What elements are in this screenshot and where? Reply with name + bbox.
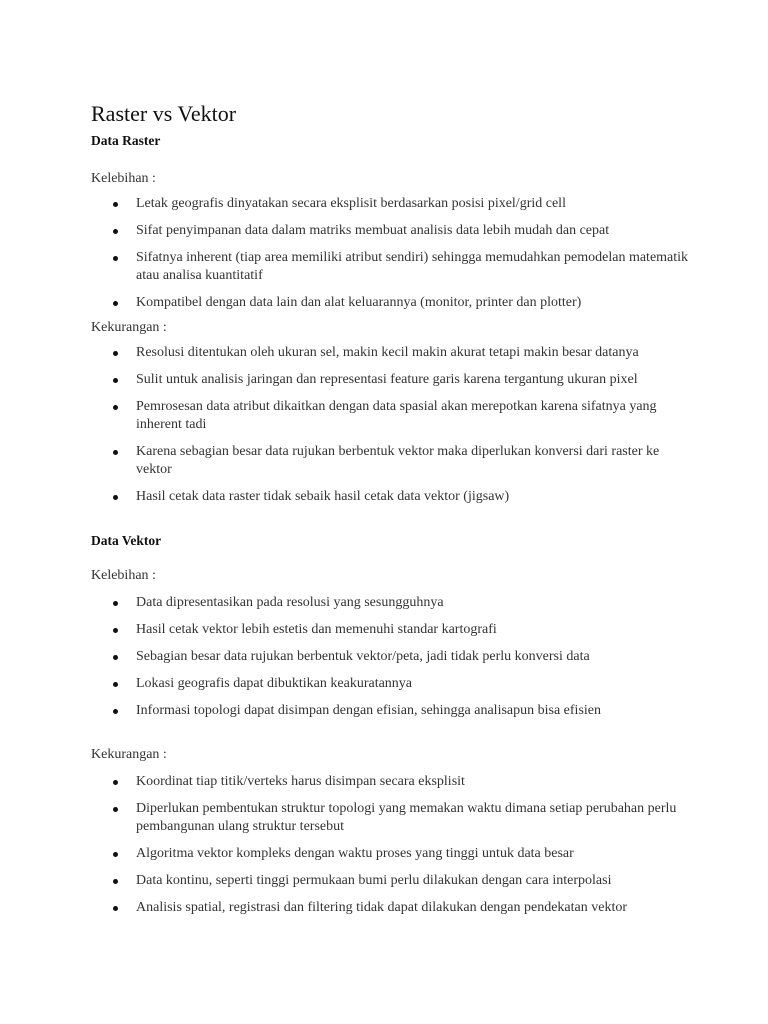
vector-disadvantages-list	[91, 773, 691, 917]
section-heading-vector: Data Vektor	[91, 533, 162, 548]
list-item-text: Sifat penyimpanan data dalam matriks membuat analisis data lebih mudah dan cepat	[136, 223, 610, 238]
bullet-icon	[113, 450, 118, 455]
list-item-text: Diperlukan pembentukan struktur topologi yang memakan waktu dimana setiap perubahan perlu pembangunan ulang struktur tersebut	[136, 801, 677, 834]
vector-advantages-list	[91, 594, 691, 720]
list-item	[91, 594, 691, 612]
list-item	[91, 222, 691, 240]
bullet-icon	[113, 852, 118, 857]
list-item-text: Karena sebagian besar data rujukan berbentuk vektor maka diperlukan konversi dari raster ke vektor	[136, 444, 660, 477]
list-item-text: Sifatnya inherent (tiap area memiliki atribut sendiri) sehingga memudahkan pemodelan matematik atau analisa kuantitatif	[136, 250, 689, 283]
list-item-text: Lokasi geografis dapat dibuktikan keakuratannya	[136, 676, 413, 691]
list-item-text: Sulit untuk analisis jaringan dan representasi feature garis karena tergantung ukuran pixel	[136, 372, 638, 387]
bullet-icon	[113, 495, 118, 500]
list-item	[91, 294, 691, 312]
list-item-text: Letak geografis dinyatakan secara eksplisit berdasarkan posisi pixel/grid cell	[136, 196, 566, 211]
list-item	[91, 872, 691, 890]
list-item-text: Hasil cetak vektor lebih estetis dan memenuhi standar kartografi	[136, 622, 497, 637]
list-item	[91, 675, 691, 693]
bullet-icon	[113, 780, 118, 785]
bullet-icon	[113, 655, 118, 660]
list-item	[91, 371, 691, 389]
list-item-text: Data dipresentasikan pada resolusi yang sesungguhnya	[136, 595, 444, 610]
bullet-icon	[113, 301, 118, 306]
raster-disadvantages-list	[91, 344, 691, 506]
bullet-icon	[113, 351, 118, 356]
bullet-icon	[113, 378, 118, 383]
list-item-text: Informasi topologi dapat disimpan dengan efisian, sehingga analisapun bisa efisien	[136, 703, 601, 718]
list-item	[91, 845, 691, 863]
bullet-icon	[113, 601, 118, 606]
list-item	[91, 488, 691, 506]
bullet-icon	[113, 229, 118, 234]
list-item	[91, 398, 691, 434]
list-item	[91, 773, 691, 791]
document-page	[91, 100, 691, 917]
bullet-icon	[113, 709, 118, 714]
bullet-icon	[113, 202, 118, 207]
list-item	[91, 621, 691, 639]
bullet-icon	[113, 256, 118, 261]
raster-advantages-list	[91, 195, 691, 312]
bullet-icon	[113, 682, 118, 687]
list-item-text: Algoritma vektor kompleks dengan waktu proses yang tinggi untuk data besar	[136, 846, 574, 861]
list-item	[91, 899, 691, 917]
list-item-text: Resolusi ditentukan oleh ukuran sel, makin kecil makin akurat tetapi makin besar datanya	[136, 345, 639, 360]
list-item	[91, 443, 691, 479]
vector-advantages-label: Kelebihan :	[91, 568, 156, 583]
list-item-text: Analisis spatial, registrasi dan filtering tidak dapat dilakukan dengan pendekatan vektor	[136, 900, 628, 915]
vector-disadvantages-label: Kekurangan :	[91, 747, 167, 762]
list-item-text: Pemrosesan data atribut dikaitkan dengan data spasial akan merepotkan karena sifatnya yang inherent tadi	[136, 399, 657, 432]
raster-disadvantages-label: Kekurangan :	[91, 320, 167, 335]
list-item-text: Data kontinu, seperti tinggi permukaan bumi perlu dilakukan dengan cara interpolasi	[136, 873, 612, 888]
bullet-icon	[113, 879, 118, 884]
list-item	[91, 702, 691, 720]
bullet-icon	[113, 405, 118, 410]
list-item	[91, 249, 691, 285]
bullet-icon	[113, 628, 118, 633]
list-item-text: Hasil cetak data raster tidak sebaik hasil cetak data vektor (jigsaw)	[136, 489, 510, 504]
list-item-text: Koordinat tiap titik/verteks harus disimpan secara eksplisit	[136, 774, 465, 789]
list-item	[91, 344, 691, 362]
raster-advantages-label: Kelebihan :	[91, 171, 156, 186]
list-item	[91, 648, 691, 666]
list-item	[91, 195, 691, 213]
bullet-icon	[113, 807, 118, 812]
section-heading-raster: Data Raster	[91, 133, 161, 148]
list-item	[91, 800, 691, 836]
list-item-text: Sebagian besar data rujukan berbentuk vektor/peta, jadi tidak perlu konversi data	[136, 649, 590, 664]
bullet-icon	[113, 906, 118, 911]
document-title: Raster vs Vektor	[91, 101, 237, 126]
list-item-text: Kompatibel dengan data lain dan alat keluarannya (monitor, printer dan plotter)	[136, 295, 582, 310]
